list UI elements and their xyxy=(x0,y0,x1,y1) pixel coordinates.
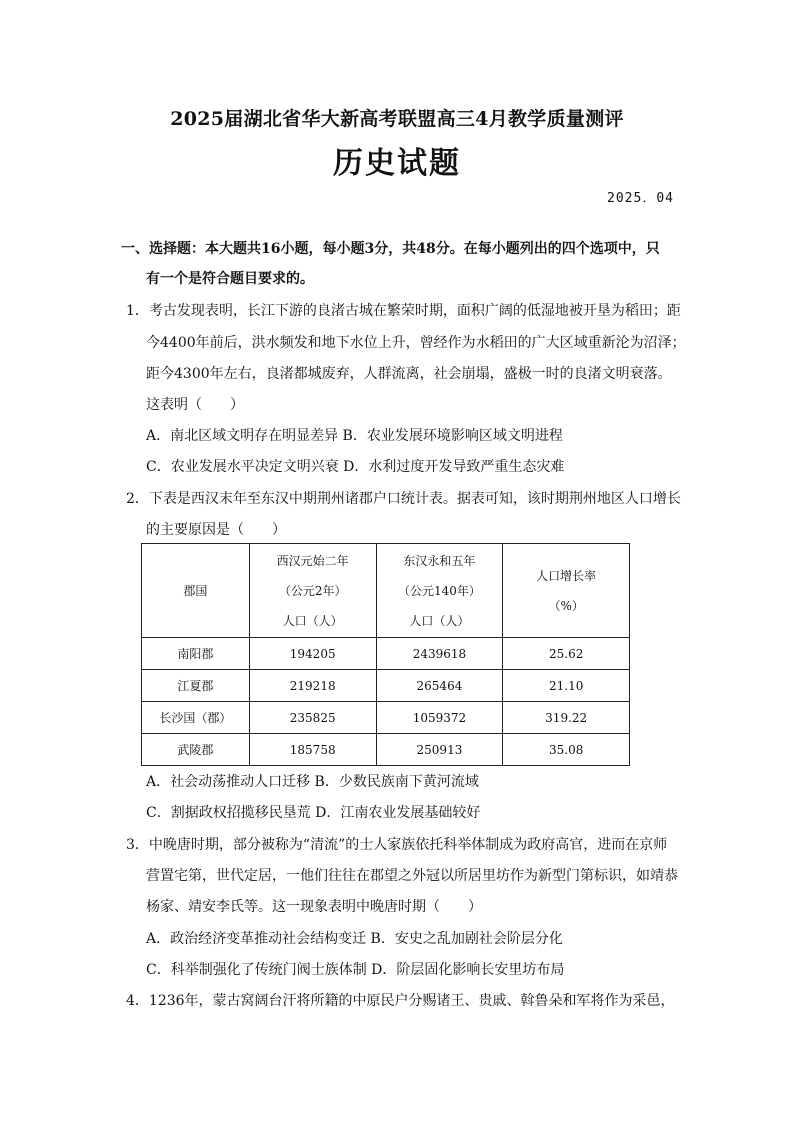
table-cell: 南阳郡 xyxy=(142,638,250,670)
header-xihan-line2: （公元2年） xyxy=(278,583,347,598)
table-cell: 194205 xyxy=(249,638,376,670)
header-donghan-line3: 人口（人） xyxy=(409,613,470,628)
table-row xyxy=(142,670,630,702)
q2-options-ab: A．社会动荡推动人口迁移 B．少数民族南下黄河流域 xyxy=(146,774,479,790)
table-row xyxy=(142,702,630,734)
header-xihan-line3: 人口（人） xyxy=(282,613,343,628)
table-cell: 219218 xyxy=(249,670,376,702)
section-instruction-line1: 一、选择题：本大题共16小题，每小题3分，共48分。在每小题列出的四个选项中，只 xyxy=(121,241,660,257)
q1-options-ab: A．南北区域文明存在明显差异 B．农业发展环境影响区域文明进程 xyxy=(146,428,563,444)
exam-date: 2025．04 xyxy=(607,191,674,206)
q3-options-ab: A．政治经济变革推动社会结构变迁 B．安史之乱加剧社会阶层分化 xyxy=(146,931,563,947)
section-instruction-line2: 有一个是符合题目要求的。 xyxy=(146,271,314,287)
q3-stem-line2: 营置宅第，世代定居，一他们往往在郡望之外冠以所居里坊作为新型门第标识，如靖恭 xyxy=(146,868,678,884)
table-header-cell xyxy=(249,544,376,638)
table-header-cell xyxy=(142,544,250,638)
header-donghan-line2: （公元140年） xyxy=(397,583,481,598)
table-cell: 1059372 xyxy=(376,702,503,734)
q3-stem-line3: 杨家、靖安李氏等。这一现象表明中晚唐时期（ ） xyxy=(146,899,482,915)
table-cell: 2439618 xyxy=(376,638,503,670)
q2-options-cd: C．割据政权招揽移民垦荒 D．江南农业发展基础较好 xyxy=(146,805,481,821)
table-cell: 江夏郡 xyxy=(142,670,250,702)
table-cell: 265464 xyxy=(376,670,503,702)
q3-options-cd: C．科举制强化了传统门阀士族体制 D．阶层固化影响长安里坊布局 xyxy=(146,962,565,978)
q1-stem-line4: 这表明（ ） xyxy=(146,397,244,413)
q1-stem-line1: 1．考古发现表明，长江下游的良渚古城在繁荣时期，面积广阔的低湿地被开垦为稻田；距 xyxy=(126,303,681,319)
table-cell: 319.22 xyxy=(503,702,630,734)
table-header-cell xyxy=(503,544,630,638)
q1-stem-line2: 今4400年前后，洪水频发和地下水位上升，曾经作为水稻田的广大区域重新沦为沼泽； xyxy=(146,335,686,351)
table-cell: 长沙国（郡） xyxy=(142,702,250,734)
table-row xyxy=(142,638,630,670)
q2-stem-line1: 2．下表是西汉末年至东汉中期荆州诸郡户口统计表。据表可知，该时期荆州地区人口增长 xyxy=(126,491,681,507)
q4-stem-line1: 4．1236年，蒙古窝阔台汗将所籍的中原民户分赐诸王、贵戚、斡鲁朵和军将作为采邑， xyxy=(126,993,675,1009)
header-commandery: 郡国 xyxy=(183,583,208,598)
table-cell: 185758 xyxy=(249,734,376,766)
exam-title: 2025届湖北省华大新高考联盟高三4月教学质量测评 xyxy=(170,108,624,130)
table-cell: 21.10 xyxy=(503,670,630,702)
table-cell: 武陵郡 xyxy=(142,734,250,766)
q2-stem-line2: 的主要原因是（ ） xyxy=(146,522,286,538)
q1-options-cd: C．农业发展水平决定文明兴衰 D．水利过度开发导致严重生态灾难 xyxy=(146,459,565,475)
header-growth-line1: 人口增长率 xyxy=(536,568,597,583)
q1-stem-line3: 距今4300年左右，良渚都城废弃，人群流离，社会崩塌，盛极一时的良渚文明衰落。 xyxy=(146,366,672,382)
table-header-cell xyxy=(376,544,503,638)
subject-title: 历史试题 xyxy=(333,146,461,181)
table-cell: 250913 xyxy=(376,734,503,766)
header-xihan-line1: 西汉元始二年 xyxy=(276,553,349,568)
q3-stem-line1: 3．中晚唐时期，部分被称为“清流”的士人家族依托科举体制成为政府高官，进而在京师 xyxy=(126,837,668,853)
table-header-row xyxy=(142,544,630,638)
table-cell: 35.08 xyxy=(503,734,630,766)
header-growth-line2: （%） xyxy=(548,598,584,613)
table-cell: 25.62 xyxy=(503,638,630,670)
table-cell: 235825 xyxy=(249,702,376,734)
table-row xyxy=(142,734,630,766)
population-table xyxy=(141,543,630,766)
header-donghan-line1: 东汉永和五年 xyxy=(403,553,476,568)
